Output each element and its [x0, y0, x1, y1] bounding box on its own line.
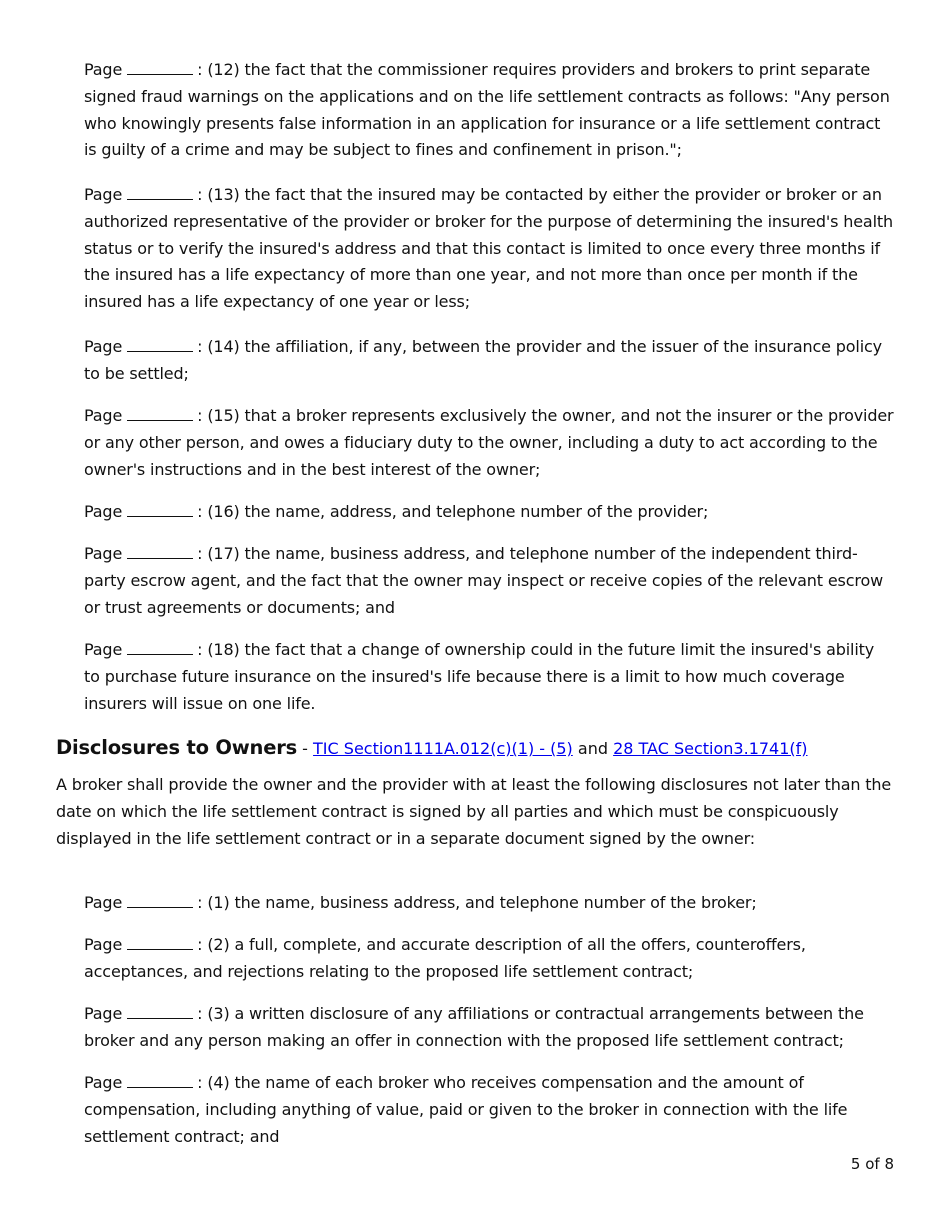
- page-label: Page: [84, 337, 123, 356]
- tac-section-link[interactable]: 28 TAC Section3.1741(f): [613, 739, 808, 758]
- section-intro: A broker shall provide the owner and the provider with at least the following disclosures not later than the date on which the life settlement contract is signed by all parties and which must be conspicuously displayed in the life settlement contract or in a separate document signed by the owner:: [56, 775, 892, 848]
- disclosure-item-18: [84, 637, 894, 717]
- page-number-blank[interactable]: [127, 185, 193, 200]
- page-label: Page: [84, 640, 123, 659]
- section-heading: [56, 734, 916, 763]
- page-label: Page: [84, 893, 123, 912]
- disclosure-item-14: [84, 334, 894, 388]
- page-number-blank[interactable]: [127, 935, 193, 950]
- heading-separator: -: [297, 739, 314, 758]
- page-label: Page: [84, 502, 123, 521]
- tic-section-link[interactable]: TIC Section1111A.012(c)(1) - (5): [313, 739, 573, 758]
- disclosure-item-3: [84, 1001, 894, 1055]
- item-text: : (1) the name, business address, and telephone number of the broker;: [197, 893, 757, 912]
- item-text: : (4) the name of each broker who receives compensation and the amount of compensation, including anything of value, paid or given to the broker in connection with the life settlement contract; and: [84, 1073, 848, 1146]
- item-text: : (3) a written disclosure of any affiliations or contractual arrangements between the broker and any person making an offer in connection with the proposed life settlement contract;: [84, 1004, 864, 1050]
- item-text: : (16) the name, address, and telephone number of the provider;: [197, 502, 709, 521]
- item-text: : (2) a full, complete, and accurate description of all the offers, counteroffers, acceptances, and rejections relating to the proposed life settlement contract;: [84, 935, 806, 981]
- item-text: : (15) that a broker represents exclusively the owner, and not the insurer or the provider or any other person, and owes a fiduciary duty to the owner, including a duty to act according to the owner's instructions and in the best interest of the owner;: [84, 406, 894, 479]
- disclosure-item-1: [84, 890, 894, 917]
- item-text: : (17) the name, business address, and telephone number of the independent third-party escrow agent, and the fact that the owner may inspect or receive copies of the relevant escrow or trust agreements or documents; and: [84, 544, 884, 617]
- page-number-blank[interactable]: [127, 406, 193, 421]
- disclosure-item-13: [84, 182, 894, 316]
- item-text: : (13) the fact that the insured may be contacted by either the provider or broker or an authorized representative of the provider or broker for the purpose of determining the insured's health status or to verify the insured's address and that this contact is limited to once every three months if the insured has a life expectancy of more than one year, and not more than once per month if the insured has a life expectancy of one year or less;: [84, 185, 893, 312]
- page-number-blank[interactable]: [127, 544, 193, 559]
- page-label: Page: [84, 406, 123, 425]
- item-text: : (14) the affiliation, if any, between the provider and the issuer of the insurance policy to be settled;: [84, 337, 882, 383]
- disclosure-item-4: [84, 1070, 894, 1150]
- disclosure-item-15: [84, 403, 894, 483]
- page-label: Page: [84, 60, 123, 79]
- disclosure-item-12: [84, 57, 894, 164]
- heading-and-text: and: [572, 739, 614, 758]
- page-number-blank[interactable]: [127, 502, 193, 517]
- page-label: Page: [84, 185, 123, 204]
- page-indicator: 5 of 8: [850, 1155, 894, 1173]
- disclosure-item-17: [84, 541, 894, 621]
- page-number-blank[interactable]: [127, 60, 193, 75]
- page-number-blank[interactable]: [127, 640, 193, 655]
- item-text: : (18) the fact that a change of ownership could in the future limit the insured's ability to purchase future insurance on the insured's life because there is a limit to how much coverage insurers will issue on one life.: [84, 640, 875, 713]
- page-label: Page: [84, 544, 123, 563]
- page-label: Page: [84, 1004, 123, 1023]
- disclosure-item-16: [84, 499, 894, 526]
- page-number-blank[interactable]: [127, 893, 193, 908]
- page-label: Page: [84, 1073, 123, 1092]
- page-number-blank[interactable]: [127, 337, 193, 352]
- page-number-blank[interactable]: [127, 1004, 193, 1019]
- section-title: Disclosures to Owners: [56, 736, 298, 759]
- page-number-blank[interactable]: [127, 1073, 193, 1088]
- item-text: : (12) the fact that the commissioner requires providers and brokers to print separate signed fraud warnings on the applications and on the life settlement contracts as follows: "Any person who knowingly presents false information in an application for insurance or a life settlement contract is guilty of a crime and may be subject to fines and confinement in prison.";: [84, 60, 890, 160]
- page-label: Page: [84, 935, 123, 954]
- disclosure-item-2: [84, 932, 894, 986]
